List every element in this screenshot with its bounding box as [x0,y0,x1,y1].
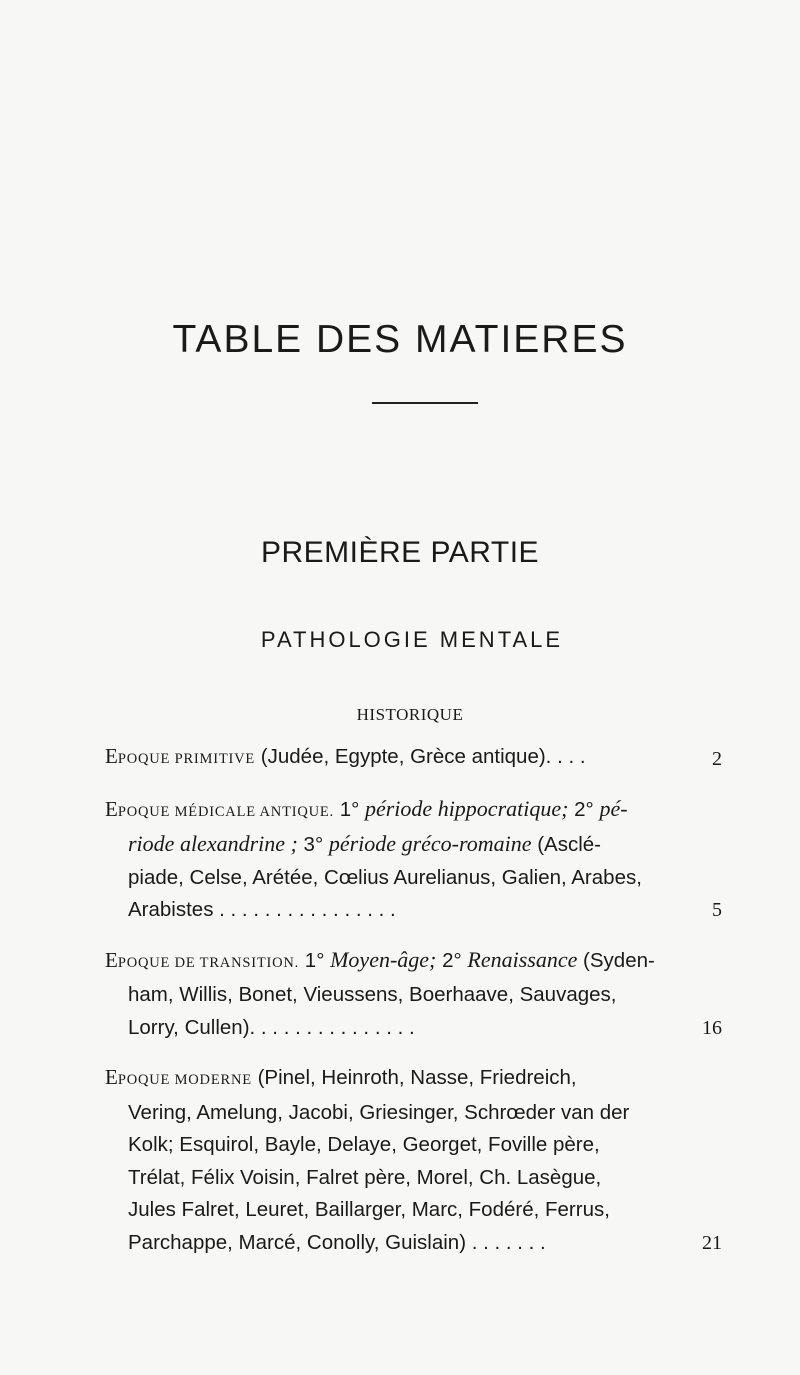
entry-text: (Pinel, Heinroth, Nasse, Friedreich, [251,1066,577,1089]
entry-text: 2° [436,948,468,972]
entry-text: Kolk; Esquirol, Bayle, Delaye, Georget, Foville père, [128,1133,600,1156]
entry-text-italic: pé- [599,795,628,821]
page-number: 5 [712,899,722,921]
entry-text: ham, Willis, Bonet, Vieussens, Boerhaave, Sauvages, [128,983,617,1006]
toc-line [105,894,717,927]
toc-line [105,1012,717,1045]
page-number: 16 [702,1016,722,1039]
toc-line [105,1129,717,1162]
toc-line [105,1227,717,1260]
main-title: TABLE DES MATIERES [172,318,628,361]
entry-label-initial: E [105,796,118,821]
entry-text: Arabistes . . . . . . . . . . . . . . . . [128,898,396,921]
section-title: PATHOLOGIE MENTALE [260,627,564,652]
entry-text: Trélat, Félix Voisin, Falret père, Morel, Ch. Lasègue, [128,1165,602,1189]
toc-line [105,740,717,776]
entry-label-initial: E [105,947,118,972]
entry-text-italic: période hippocratique; [364,795,569,821]
toc-line [105,862,717,895]
entry-text-italic: Renaissance [467,946,578,972]
toc-entry-primitive [105,740,722,776]
entry-text: Vering, Amelung, Jacobi, Griesinger, Schrœder van der [128,1100,630,1124]
entry-text: Lorry, Cullen). . . . . . . . . . . . . . . [128,1015,415,1039]
page-number: 21 [702,1231,722,1254]
entry-label: POQUE MODERNE [117,1072,252,1088]
entry-text: Parchappe, Marcé, Conolly, Guislain) . . . . . . . [128,1230,546,1254]
entry-text: 2° [568,797,600,821]
toc-entry-transition [105,944,722,1045]
toc-line [105,793,717,829]
entry-text: (Syden- [577,948,655,972]
toc-line [105,1194,717,1227]
toc-entry-medicale-antique [105,793,722,927]
entry-label-initial: E [105,744,118,768]
toc-line [105,1061,717,1097]
toc-line [105,1097,717,1130]
entry-text: Jules Falret, Leuret, Baillarger, Marc, Fodéré, Ferrus, [128,1198,610,1221]
page-number: 2 [712,748,722,770]
toc-entry-moderne [105,1061,722,1259]
title-divider [372,402,478,404]
toc-line [105,828,717,862]
entry-label: POQUE DE TRANSITION. [117,954,300,971]
entry-text: 1° [339,797,365,821]
toc-line [105,979,717,1012]
entry-text: 3° [297,833,329,856]
entry-text-italic: riode alexandrine ; [128,831,298,856]
entry-label: POQUE PRIMITIVE [117,751,256,767]
part-title: PREMIÈRE PARTIE [260,536,540,569]
entry-label: POQUE MÉDICALE ANTIQUE. [117,803,334,820]
entry-label-initial: E [105,1065,118,1089]
entry-text-italic: Moyen-âge; [330,946,437,972]
subsection-title: HISTORIQUE [356,705,464,724]
entry-text: (Judée, Egypte, Grèce antique). . . . [260,745,586,768]
toc-line [105,944,717,980]
entry-text: piade, Celse, Arétée, Cœlius Aurelianus, Galien, Arabes, [128,865,642,889]
toc-line [105,1162,717,1195]
entry-text: (Asclé- [531,833,601,856]
entry-text: 1° [299,948,331,972]
entry-text-italic: période gréco-romaine [328,831,532,856]
table-of-contents [105,740,722,1276]
